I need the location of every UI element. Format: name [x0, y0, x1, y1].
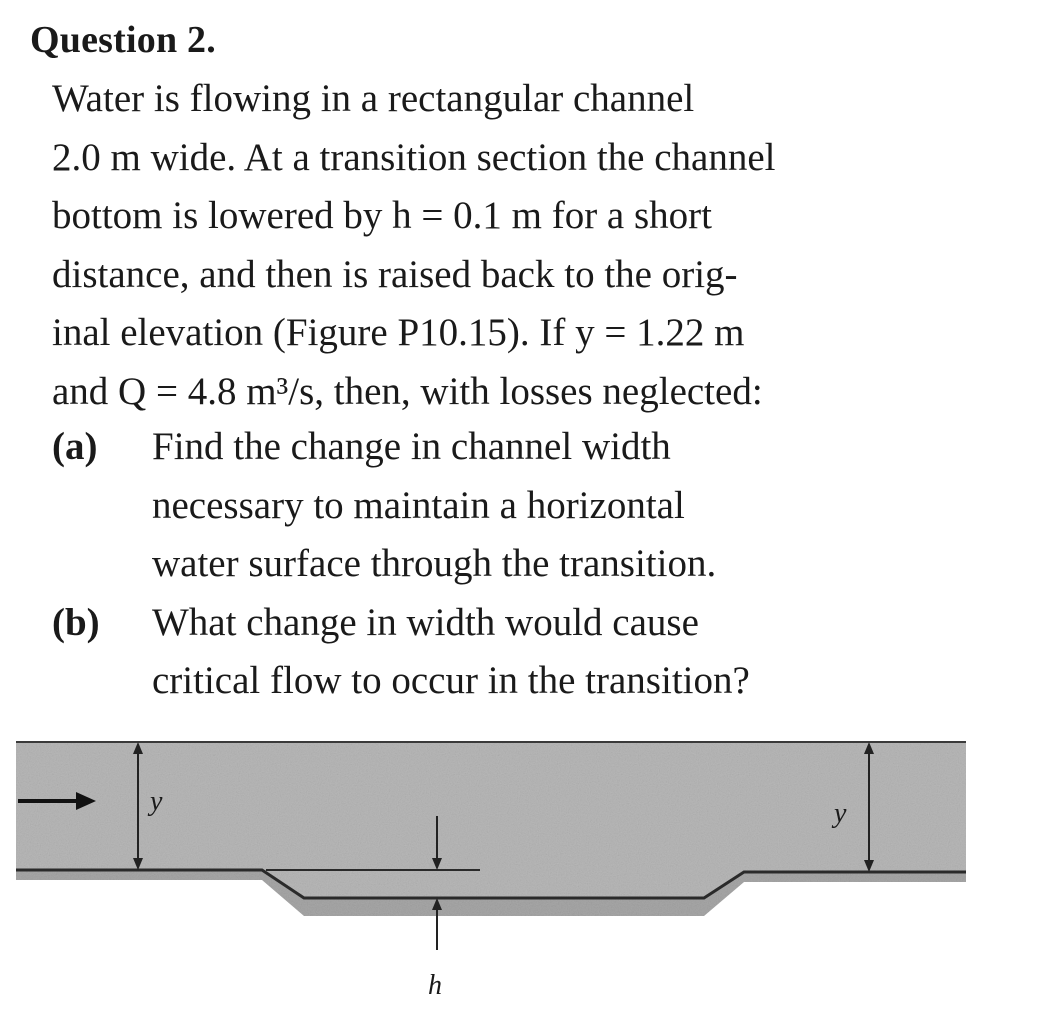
part-b — [52, 594, 1012, 711]
left-depth-label: y — [150, 786, 163, 817]
part-a-line: Find the change in channel width — [152, 425, 671, 468]
part-b-label: (b) — [52, 600, 100, 644]
part-a — [52, 418, 1012, 594]
part-b-text — [152, 594, 1012, 711]
statement-line: Water is flowing in a rectangular channel — [52, 77, 695, 120]
part-b-line: critical flow to occur in the transition? — [152, 659, 750, 702]
part-a-line: necessary to maintain a horizontal — [152, 483, 685, 527]
channel-transition-figure — [14, 720, 974, 1005]
part-a-text — [152, 418, 1012, 594]
statement-line: bottom is lowered by h = 0.1 m for a short — [52, 194, 712, 237]
statement-line: 2.0 m wide. At a transition section the channel — [52, 135, 776, 179]
problem-statement — [52, 70, 1012, 421]
part-a-label: (a) — [52, 425, 98, 468]
statement-line: and Q = 4.8 m³/s, then, with losses neglected: — [52, 369, 763, 413]
question-heading: Question 2. — [30, 19, 216, 61]
question-parts — [52, 418, 1012, 711]
statement-line: distance, and then is raised back to the orig- — [52, 252, 738, 296]
part-b-line: What change in width would cause — [152, 600, 699, 644]
drop-height-label: h — [428, 970, 442, 1001]
part-a-line: water surface through the transition. — [152, 542, 717, 585]
statement-line: inal elevation (Figure P10.15). If y = 1.22 m — [52, 311, 745, 354]
right-depth-label: y — [834, 798, 847, 829]
